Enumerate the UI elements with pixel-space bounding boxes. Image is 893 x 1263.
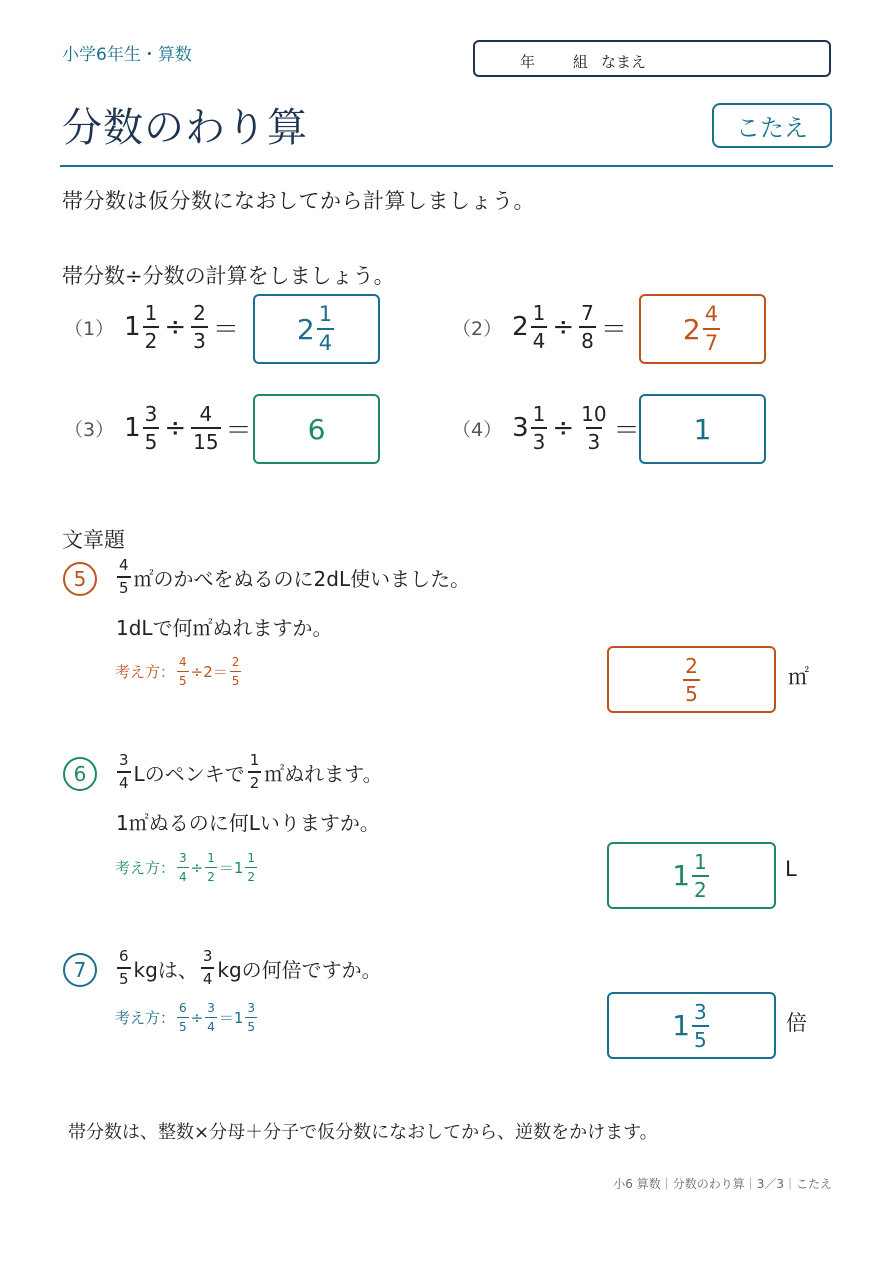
problem-5-line-2: 1dLで何㎡ぬれますか。: [116, 616, 333, 640]
equals-sign: ＝: [225, 415, 252, 446]
answer-box-7[interactable]: [607, 992, 776, 1059]
answer-box-5[interactable]: [607, 646, 776, 713]
fraction: $\frac{6}{5}$: [119, 947, 129, 988]
answer-fraction: $\frac{3}{5}$: [694, 999, 707, 1052]
problem-7-line-1: $\frac{6}{5}$ kgは、 $\frac{3}{4}$ kgの何倍ですか。: [119, 947, 382, 988]
divide-sign: ÷: [552, 312, 575, 342]
unit-label: 倍: [786, 1011, 807, 1035]
fraction: $\frac{3}{4}$: [119, 751, 129, 792]
divide-sign: ÷: [552, 413, 575, 443]
answer-whole: 2: [296, 312, 315, 346]
intro-text: 帯分数は仮分数になおしてから計算しましょう。: [62, 189, 535, 213]
fraction: $\frac{1}{2}$: [144, 301, 158, 353]
name-label: なまえ: [601, 53, 647, 71]
answer-box-1[interactable]: [253, 294, 380, 364]
whole-number: 3: [512, 413, 529, 443]
section-heading-word-problems: 文章題: [62, 528, 125, 552]
problem-number: （1）: [64, 317, 115, 340]
problem-number: （3）: [64, 418, 115, 441]
grade-subject: 小学6年生・算数: [62, 45, 192, 65]
year-label: 年: [520, 53, 536, 71]
answer-whole: 2: [682, 312, 701, 346]
equals-sign: ＝: [600, 314, 627, 345]
divide-sign: ÷: [164, 413, 187, 443]
answer-value: 6: [307, 412, 326, 446]
problem-3: [64, 404, 255, 452]
unit-label: L: [785, 857, 797, 881]
whole-number: 1: [124, 312, 141, 342]
problem-1: [64, 303, 242, 351]
fraction: $\frac{1}{2}$: [249, 751, 260, 792]
equals-sign: ＝: [613, 415, 640, 446]
problem-4: [452, 404, 643, 452]
problem-number-circle-7: 7: [63, 953, 97, 987]
title-divider: [60, 165, 833, 167]
page-footer: 小6 算数｜分数のわり算｜3／3｜こたえ: [613, 1177, 832, 1191]
answer-badge: こたえ: [712, 103, 832, 148]
problem-6-line-2: 1㎡ぬるのに何Lいりますか。: [116, 811, 380, 835]
problem-5-line-1: $\frac{4}{5}$ ㎡のかべをぬるのに2dL使いました。: [119, 556, 471, 597]
fraction: $\frac{10}{3}$: [581, 402, 607, 454]
problem-2: [452, 303, 630, 351]
problem-7-hint: 考え方： $\frac{6}{5}$ ÷ $\frac{3}{4}$ ＝1 $\frac{3}{5}$: [115, 1001, 256, 1034]
problem-number-circle-5: 5: [63, 562, 97, 596]
problem-6-line-1: $\frac{3}{4}$ Lのペンキで $\frac{1}{2}$ ㎡ぬれます。: [119, 751, 383, 792]
fraction: $\frac{2}{3}$: [193, 301, 206, 353]
problem-5-hint: 考え方： $\frac{4}{5}$ ÷2＝ $\frac{2}{5}$: [115, 655, 240, 688]
name-field[interactable]: [473, 40, 831, 77]
answer-box-4[interactable]: [639, 394, 766, 464]
whole-number: 1: [124, 413, 141, 443]
unit-label: ㎡: [788, 665, 809, 689]
fraction: $\frac{4}{5}$: [119, 556, 129, 597]
answer-fraction: $\frac{1}{4}$: [318, 302, 333, 355]
answer-whole: 1: [672, 1009, 691, 1042]
whole-number: 2: [512, 312, 529, 342]
answer-fraction: $\frac{2}{5}$: [685, 653, 698, 706]
page-title: 分数のわり算: [62, 105, 308, 151]
summary-note: 帯分数は、整数×分母＋分子で仮分数になおしてから、逆数をかけます。: [68, 1122, 658, 1143]
answer-fraction: $\frac{1}{2}$: [694, 849, 707, 902]
fraction: $\frac{4}{15}$: [193, 402, 219, 454]
answer-box-3[interactable]: [253, 394, 380, 464]
fraction: $\frac{3}{5}$: [144, 402, 158, 454]
fraction: $\frac{1}{3}$: [532, 402, 546, 454]
fraction: $\frac{1}{4}$: [532, 301, 546, 353]
class-label: 組: [573, 53, 589, 71]
section-heading-calc: 帯分数÷分数の計算をしましょう。: [62, 264, 395, 288]
problem-number-circle-6: 6: [63, 757, 97, 791]
problem-number: （4）: [452, 418, 503, 441]
divide-sign: ÷: [164, 312, 187, 342]
answer-box-6[interactable]: [607, 842, 776, 909]
fraction: $\frac{3}{4}$: [202, 947, 213, 988]
fraction: $\frac{7}{8}$: [581, 301, 594, 353]
answer-whole: 1: [672, 859, 691, 892]
answer-fraction: $\frac{4}{7}$: [704, 302, 719, 355]
problem-number: （2）: [452, 317, 503, 340]
problem-6-hint: 考え方： $\frac{3}{4}$ ÷ $\frac{1}{2}$ ＝1 $\frac{1}{2}$: [115, 851, 256, 884]
equals-sign: ＝: [212, 314, 239, 345]
answer-value: 1: [693, 412, 712, 446]
answer-box-2[interactable]: [639, 294, 766, 364]
